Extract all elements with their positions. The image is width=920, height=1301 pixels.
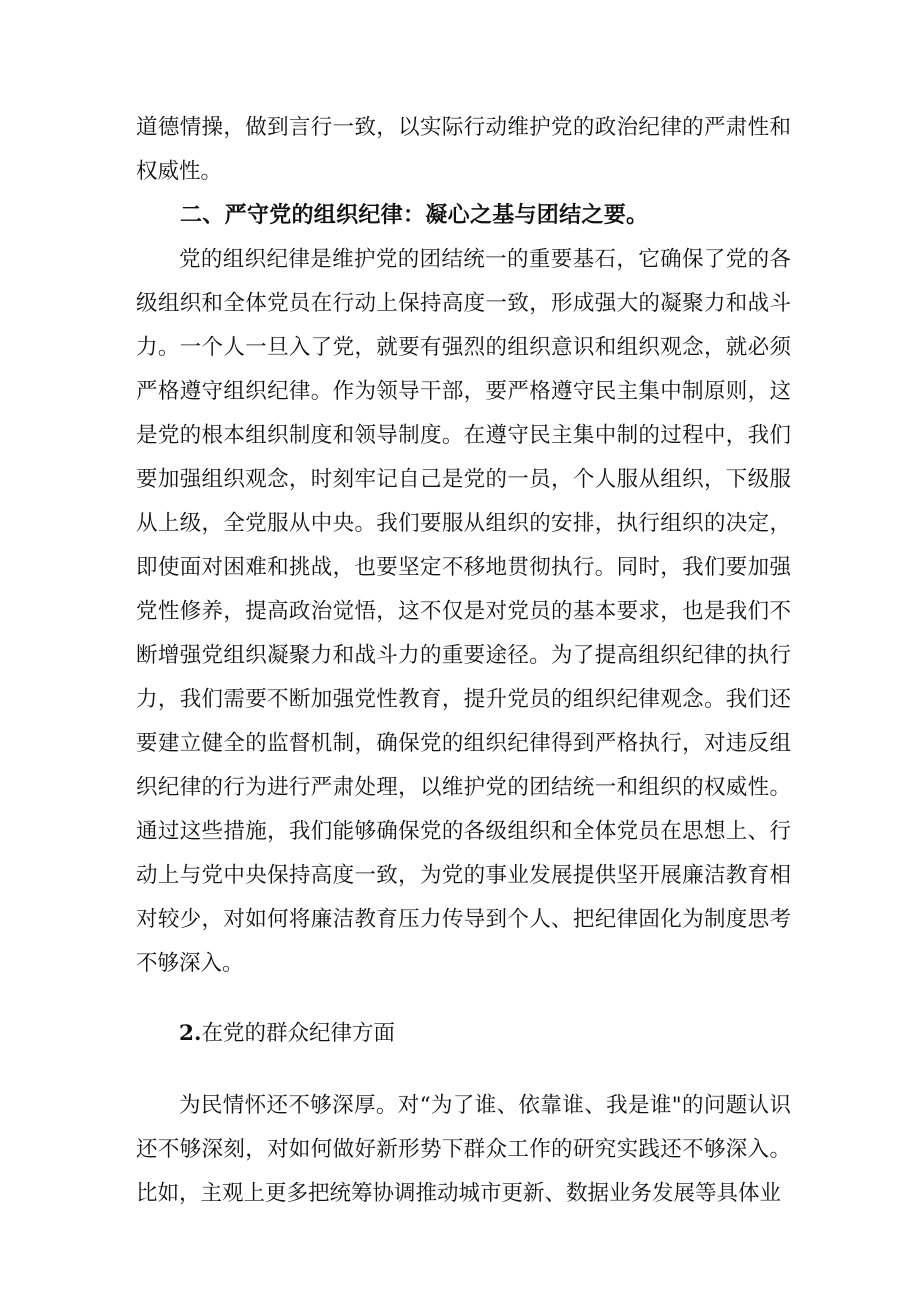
paragraph-continuation: 道德情操，做到言行一致，以实际行动维护党的政治纪律的严肃性和权威性。 (136, 115, 791, 184)
subheading-text: 在党的群众纪律方面 (201, 1021, 395, 1046)
paragraph-masses-discipline: 为民情怀还不够深厚。对“为了谁、依靠谁、我是谁"的问题认识还不够深刻，对如何做好新形势下群众工作的研究实践还不够深入。比如，主观上更多把统筹协调推动城市更新、数据业务发展等具体业 (136, 1093, 791, 1206)
subheading-number: 2. (179, 1021, 202, 1046)
paragraph-organization-discipline: 党的组织纪律是维护党的团结统一的重要基石，它确保了党的各级组织和全体党员在行动上保持高度一致，形成强大的凝聚力和战斗力。一个人一旦入了党，就要有强烈的组织意识和组织观念，就必须严格遵守组织纪律。作为领导干部，要严格遵守民主集中制原则，这是党的根本组织制度和领导制度。在遵守民主集中制的过程中，我们要加强组织观念，时刻牢记自己是党的一员，个人服从组织，下级服从上级，全党服从中央。我们要服从组织的安排，执行组织的决定，即使面对困难和挑战，也要坚定不移地贯彻执行。同时，我们要加强党性修养，提高政治觉悟，这不仅是对党员的基本要求，也是我们不断增强党组织凝聚力和战斗力的重要途径。为了提高组织纪律的执行力，我们需要不断加强党性教育，提升党员的组织纪律观念。我们还要建立健全的监督机制，确保党的组织纪律得到严格执行，对违反组织纪律的行为进行严肃处理，以维护党的团结统一和组织的权威性。通过这些措施，我们能够确保党的各级组织和全体党员在思想上、行动上与党中央保持高度一致，为党的事业发展提供坚开展廉洁教育相对较少，对如何将廉洁教育压力传导到个人、把纪律固化为制度思考不够深入。 (136, 247, 791, 976)
document-body (136, 106, 791, 1216)
section-heading: 二、严守党的组织纪律：凝心之基与团结之要。 (180, 203, 649, 228)
subheading (136, 1012, 791, 1056)
